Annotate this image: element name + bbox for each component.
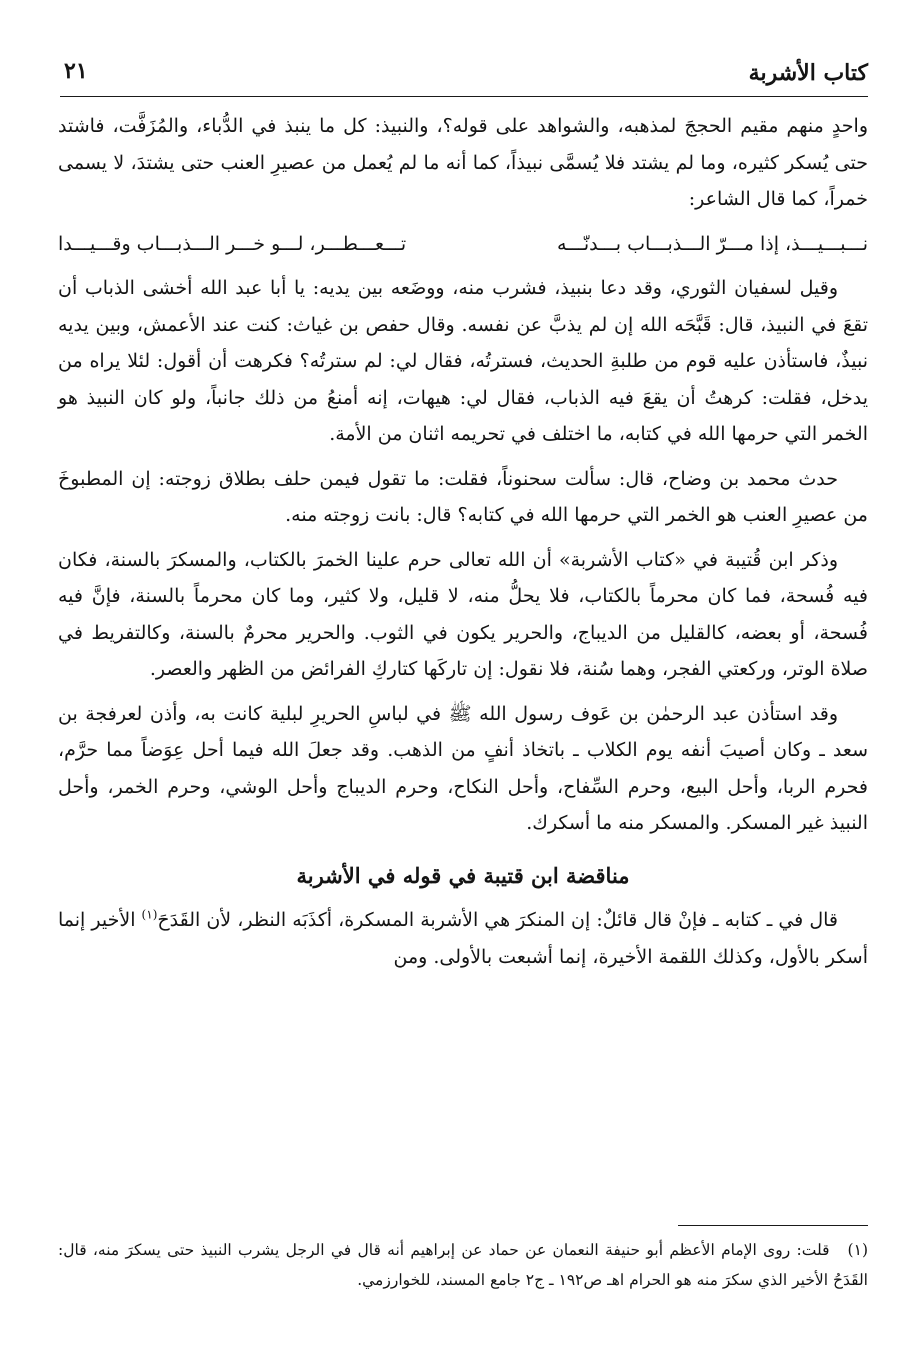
footnote-number: (١)	[847, 1241, 868, 1259]
paragraph-1: واحدٍ منهم مقيم الحججَ لمذهبه، والشواهد على قوله؟، والنبيذ: كل ما ينبذ في الدُّباء، والمُزَفَّت، فاشتد حتى يُسكر كثيره، وما لم يشتد فلا يُسمَّى نبيذاً، كما أنه ما لم يُعمل من عصيرِ العنب حتى يشتدَ، لا يسمى خمراً، كما قال الشاعر:	[58, 115, 868, 210]
paragraph-3: حدث محمد بن وضاح، قال: سألت سحنوناً، فقلت: ما تقول فيمن حلف بطلاق زوجته: إن المطبوخَ من عصيرِ العنب هو الخمر التي حرمها الله في كتابه؟ قال: بانت زوجته منه.	[58, 467, 868, 526]
verse-first-hemistich: نـــبـــيـــذ، إذا مـــرّ الـــذبـــاب بـــدنّـــه	[556, 232, 868, 255]
paragraph-6-start: قال في ـ كتابه ـ فإنْ قال قائلٌ: إن المنكرَ هي الأشربة المسكرة، أكذَبَه النظر، لأن القَدَحَ	[157, 909, 838, 931]
section-heading: مناقضة ابن قتيبة في قوله في الأشربة	[296, 862, 630, 888]
footnote-divider	[678, 1225, 868, 1226]
poetry-verse	[58, 226, 868, 263]
running-title: كتاب الأشربة	[748, 60, 868, 86]
footnote	[58, 1235, 868, 1295]
footnote-reference[interactable]: (١)	[141, 907, 158, 922]
paragraph-2: وقيل لسفيان الثوري، وقد دعا بنبيذ، فشرب منه، ووضَعه بين يديه: يا أبا عبد الله أخشى الذباب أن تقعَ في النبيذ، قال: قَبَّحَه الله إن لم يذبَّ عن نفسه. وقال حفص بن غياث: كنت عند الأعمش، وبين يديه نبيذٌ، فاستأذن عليه قوم من طلبةِ الحديث، فسترتُه، فقال لي: لم سترتُه؟ فكرهت أن أقول: لئلا يراه من يدخل، فقلت: كرهتُ أن يقعَ فيه الذباب، فقال لي: هيهات، إنه أمنعُ من ذلك جانباً، ولو كان النبيذ هو الخمر التي حرمها الله في كتابه، ما اختلف في تحريمه اثنان من الأمة.	[58, 277, 868, 445]
paragraph-6-end: الأخير إنما أسكر بالأول، وكذلك اللقمة الأخيرة، إنما أشبعت بالأولى. ومن	[58, 909, 868, 968]
main-text	[58, 108, 868, 983]
page-number: ٢١	[64, 58, 88, 84]
footnote-text: قلت: روى الإمام الأعظم أبو حنيفة النعمان عن حماد عن إبراهيم أنه قال في الرجل يشرب النبيذ حتى يسكرَ منه، قال: القَدَحُ الأخير الذي سكرَ منه هو الحرام اهـ ص١٩٢ ـ ج٢ جامع المسند، للخوارزمي.	[58, 1241, 868, 1289]
verse-second-hemistich: تـــعـــطـــر، لـــو خـــر الـــذبـــاب وقـــيـــدا	[58, 232, 407, 255]
page-header	[60, 52, 868, 97]
paragraph-6	[58, 902, 868, 975]
paragraph-5: وقد استأذن عبد الرحمٰن بن عَوف رسول الله ﷺ في لباسِ الحريرِ لبلية كانت به، وأذن لعرفجة بن سعد ـ وكان أصيبَ أنفه يوم الكلاب ـ باتخاذ أنفٍ من الذهب. وقد جعلَ الله فيما أحل عِوَضاً مما حرَّم، فحرم الربا، وأحل البيع، وحرم السِّفاح، وأحل النكاح، وحرم الديباج وأحل الوشي، وحرم الخمر، وأحل النبيذ غير المسكر. والمسكر منه ما أسكرك.	[58, 702, 868, 834]
paragraph-4: وذكر ابن قُتيبة في «كتاب الأشربة» أن الله تعالى حرم علينا الخمرَ بالكتاب، والمسكرَ بالسنة، فكان فيه فُسحة، فما كان محرماً بالكتاب، فلا يحلُّ منه، لا قليل، ولا كثير، وما كان محرماً بالسنة، فإنَّ فيه فُسحة، أو بعضه، كالقليل من الديباج، والحرير يكون في الثوب. والحرير محرمٌ بالسنة، وكالتفريط في صلاة الوتر، وركعتي الفجر، وهما سُنة، فلا نقول: إن تاركَها كتاركِ الفرائض من الظهر والعصر.	[58, 548, 868, 680]
